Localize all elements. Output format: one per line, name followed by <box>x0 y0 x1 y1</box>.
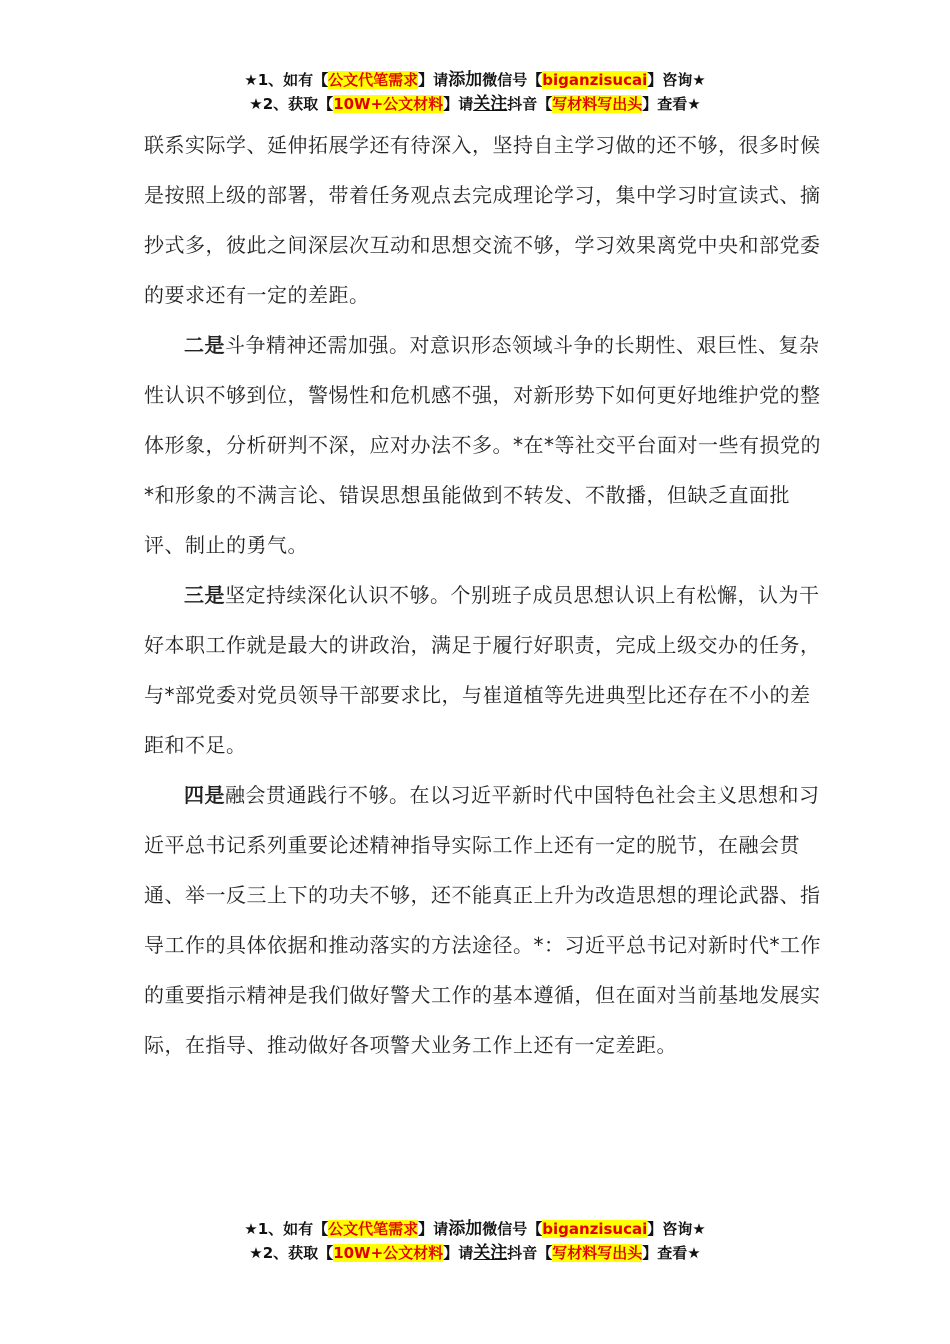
banner-text: 】请 <box>418 1220 449 1238</box>
banner-line-2 <box>0 92 950 116</box>
highlight-materials: 10W+公文材料 <box>333 1244 444 1262</box>
banner-text: 】请 <box>443 95 474 113</box>
paragraph-text: 融会贯通践行不够。在以习近平新时代中国特色社会主义思想和习近平总书记系列重要论述精神指导实际工作上还有一定的脱节，在融会贯通、举一反三上下的功夫不够，还不能真正上升为改造思想的理论武器、指导工作的具体依据和推动落实的方法途径。*：习近平总书记对新时代*工作的重要指示精神是我们做好警犬工作的基本遵循，但在面对当前基地发展实际，在指导、推动做好各项警犬业务工作上还有一定差距。 <box>144 783 821 1057</box>
highlight-service: 公文代笔需求 <box>328 1220 419 1238</box>
banner-text: 】请 <box>443 1244 474 1262</box>
paragraph-lead: 四是 <box>184 783 225 807</box>
paragraph-lead: 二是 <box>184 333 225 357</box>
highlight-douyin-id: 写材料写出头 <box>552 1244 643 1262</box>
footer-banner <box>0 1217 950 1265</box>
paragraph-lead: 三是 <box>184 583 225 607</box>
banner-text: 微信号【 <box>482 1220 543 1238</box>
banner-emphasis: 关注 <box>473 94 508 114</box>
banner-line-1 <box>0 68 950 92</box>
paragraph-text: 坚定持续深化认识不够。个别班子成员思想认识上有松懈，认为干好本职工作就是最大的讲政治，满足于履行好职责，完成上级交办的任务，与*部党委对党员领导干部要求比，与崔道植等先进典型比还存在不小的差距和不足。 <box>144 583 821 757</box>
document-body <box>144 120 824 1070</box>
paragraph-two <box>144 320 824 570</box>
paragraph-three <box>144 570 824 770</box>
banner-emphasis: 添加 <box>448 70 483 90</box>
banner-text: ★2、获取【 <box>249 1244 334 1262</box>
paragraph-text: 斗争精神还需加强。对意识形态领域斗争的长期性、艰巨性、复杂性认识不够到位，警惕性和危机感不强，对新形势下如何更好地维护党的整体形象，分析研判不深，应对办法不多。*在*等社交平台面对一些有损党的*和形象的不满言论、错误思想虽能做到不转发、不散播，但缺乏直面批评、制止的勇气。 <box>144 333 821 557</box>
banner-text: 】咨询★ <box>647 71 706 89</box>
paragraph-continuation <box>144 120 824 320</box>
banner-text: ★1、如有【 <box>244 1220 329 1238</box>
highlight-wechat-id: biganzisucai <box>542 71 648 89</box>
paragraph-four <box>144 770 824 1070</box>
banner-text: 】请 <box>418 71 449 89</box>
header-banner <box>0 68 950 116</box>
banner-text: 抖音【 <box>507 95 553 113</box>
banner-text: 抖音【 <box>507 1244 553 1262</box>
highlight-douyin-id: 写材料写出头 <box>552 95 643 113</box>
paragraph-text: 联系实际学、延伸拓展学还有待深入，坚持自主学习做的还不够，很多时候是按照上级的部署，带着任务观点去完成理论学习，集中学习时宣读式、摘抄式多，彼此之间深层次互动和思想交流不够，学习效果离党中央和部党委的要求还有一定的差距。 <box>144 133 821 307</box>
banner-text: 】查看★ <box>642 95 701 113</box>
banner-line-1 <box>0 1217 950 1241</box>
banner-text: ★2、获取【 <box>249 95 334 113</box>
banner-text: 】查看★ <box>642 1244 701 1262</box>
banner-line-2 <box>0 1241 950 1265</box>
banner-text: 】咨询★ <box>647 1220 706 1238</box>
highlight-wechat-id: biganzisucai <box>542 1220 648 1238</box>
banner-text: 微信号【 <box>482 71 543 89</box>
highlight-service: 公文代笔需求 <box>328 71 419 89</box>
banner-emphasis: 添加 <box>448 1219 483 1239</box>
highlight-materials: 10W+公文材料 <box>333 95 444 113</box>
banner-emphasis: 关注 <box>473 1243 508 1263</box>
banner-text: ★1、如有【 <box>244 71 329 89</box>
